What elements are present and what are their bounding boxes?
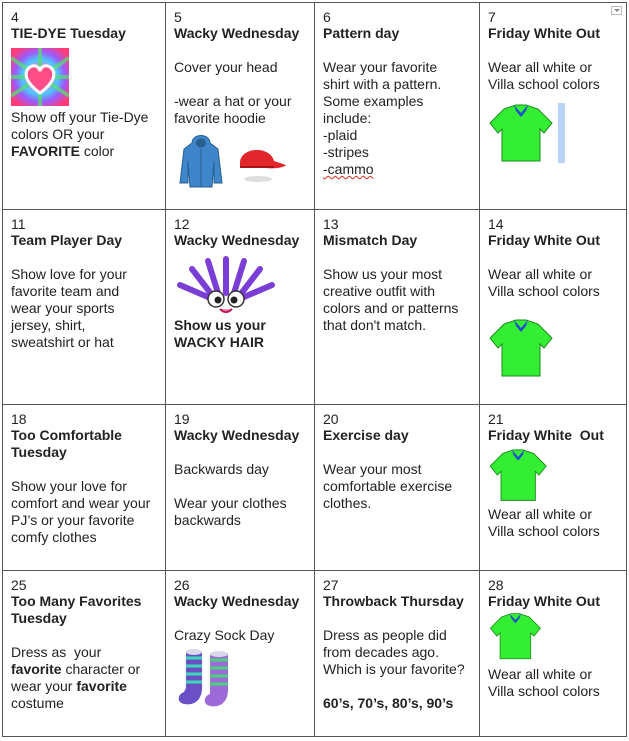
day-number: 13 xyxy=(323,216,339,232)
day-title: Throwback Thursday xyxy=(323,593,464,609)
description-line: Show us your most xyxy=(323,266,443,282)
day-number: 18 xyxy=(11,411,27,427)
description-line: from decades ago. xyxy=(323,644,439,660)
week-row-1 xyxy=(3,3,627,210)
description-line: shirt with a pattern. xyxy=(323,76,442,92)
description-line xyxy=(11,678,157,695)
emphasis-text: favorite xyxy=(76,678,127,694)
day-cell-20[interactable] xyxy=(315,405,480,571)
day-title: TIE-DYE Tuesday xyxy=(11,25,126,41)
green-polo-shirt-icon xyxy=(488,101,618,165)
day-cell-14[interactable] xyxy=(480,210,627,405)
description-line: favorite team and xyxy=(11,283,120,299)
decades-line: 60’s, 70’s, 80’s, 90’s xyxy=(323,695,454,711)
description-line: Show off your Tie-Dye xyxy=(11,109,149,125)
description-line: -stripes xyxy=(323,144,369,160)
day-number: 27 xyxy=(323,577,339,593)
day-title: Friday White Out xyxy=(488,593,600,609)
day-number: 25 xyxy=(11,577,27,593)
description-line: Wear all white or xyxy=(488,59,593,75)
description-line: comfortable exercise xyxy=(323,478,453,494)
description-line: comfy clothes xyxy=(11,529,97,545)
description-line: -plaid xyxy=(323,127,358,143)
day-cell-18[interactable] xyxy=(3,405,166,571)
day-title: Friday White Out xyxy=(488,25,600,41)
description-line: Villa school colors xyxy=(488,283,600,299)
description-line: Wear all white or xyxy=(488,666,593,682)
green-polo-shirt-icon xyxy=(488,318,618,380)
day-number: 28 xyxy=(488,577,504,593)
description-line xyxy=(11,661,157,678)
day-cell-27[interactable] xyxy=(315,571,480,737)
description-text: character or xyxy=(61,661,141,677)
day-number: 7 xyxy=(488,9,496,25)
week-row-3 xyxy=(3,405,627,571)
description-line: favorite hoodie xyxy=(174,110,266,126)
day-number: 26 xyxy=(174,577,190,593)
description-line: clothes. xyxy=(323,495,372,511)
description-line: colors and or patterns xyxy=(323,300,459,316)
day-number: 21 xyxy=(488,411,504,427)
description-line: Wear your favorite xyxy=(323,59,438,75)
description-line: sweatshirt or hat xyxy=(11,334,114,350)
description-line: that don't match. xyxy=(323,317,427,333)
highlight-line: WACKY HAIR xyxy=(174,334,264,350)
description-line: jersey, shirt, xyxy=(11,317,86,333)
day-title: Wacky Wednesday xyxy=(174,232,300,248)
description-text: wear your xyxy=(11,678,77,694)
description-line: Some examples xyxy=(323,93,424,109)
day-cell-25[interactable] xyxy=(3,571,166,737)
day-cell-6[interactable] xyxy=(315,3,480,210)
description-line: Villa school colors xyxy=(488,523,600,539)
day-title: Mismatch Day xyxy=(323,232,418,248)
description-text: color xyxy=(79,143,115,159)
day-title: Team Player Day xyxy=(11,232,123,248)
description-line: Villa school colors xyxy=(488,683,600,699)
description-line: PJ’s or your favorite xyxy=(11,512,135,528)
description-line xyxy=(11,143,157,160)
day-number: 5 xyxy=(174,9,182,25)
hoodie-and-cap-icon xyxy=(174,131,306,189)
day-title: Friday White Out xyxy=(488,427,604,443)
description-line: creative outfit with xyxy=(323,283,436,299)
day-title: Too Many Favorites xyxy=(11,593,142,609)
description-line: wear your sports xyxy=(11,300,115,316)
day-cell-26[interactable] xyxy=(166,571,315,737)
description-line: -wear a hat or your xyxy=(174,93,292,109)
description-line: Cover your head xyxy=(174,59,278,75)
description-line: Wear your most xyxy=(323,461,422,477)
description-line: comfort and wear your xyxy=(11,495,151,511)
week-row-4 xyxy=(3,571,627,737)
day-title: Tuesday xyxy=(11,444,67,460)
emphasis-text: FAVORITE xyxy=(11,143,80,159)
description-line: Villa school colors xyxy=(488,76,600,92)
day-title: Wacky Wednesday xyxy=(174,25,300,41)
day-cell-28[interactable] xyxy=(480,571,627,737)
day-number: 20 xyxy=(323,411,339,427)
day-number: 4 xyxy=(11,9,19,25)
description-line: Show love for your xyxy=(11,266,127,282)
day-cell-11[interactable] xyxy=(3,210,166,405)
green-polo-shirt-icon xyxy=(488,612,618,662)
crazy-socks-icon xyxy=(174,648,306,710)
description-line: backwards xyxy=(174,512,241,528)
description-line: -cammo xyxy=(323,161,374,177)
day-cell-7[interactable] xyxy=(480,3,627,210)
day-cell-19[interactable] xyxy=(166,405,315,571)
description-line: Show your love for xyxy=(11,478,127,494)
day-number: 14 xyxy=(488,216,504,232)
description-line: Wear your clothes xyxy=(174,495,287,511)
day-title: Friday White Out xyxy=(488,232,600,248)
description-line: include: xyxy=(323,110,372,126)
day-title: Pattern day xyxy=(323,25,400,41)
day-title: Too Comfortable xyxy=(11,427,122,443)
description-line: colors OR your xyxy=(11,126,105,142)
description-line: Wear all white or xyxy=(488,506,593,522)
description-line: costume xyxy=(11,695,64,711)
description-line: Which is your favorite? xyxy=(323,661,465,677)
tie-dye-heart-icon xyxy=(11,48,157,106)
day-cell-21[interactable] xyxy=(480,405,627,571)
description-line: Backwards day xyxy=(174,461,269,477)
day-cell-13[interactable] xyxy=(315,210,480,405)
green-polo-shirt-icon xyxy=(488,448,618,504)
day-title: Tuesday xyxy=(11,610,67,626)
cell-dropdown-icon[interactable] xyxy=(611,6,622,15)
day-title: Exercise day xyxy=(323,427,409,443)
wacky-hair-face-icon xyxy=(174,253,306,315)
day-title: Wacky Wednesday xyxy=(174,593,300,609)
description-line: Dress as your xyxy=(11,644,102,660)
highlight-line: Show us your xyxy=(174,317,266,333)
day-cell-12[interactable] xyxy=(166,210,315,405)
day-number: 6 xyxy=(323,9,331,25)
calendar-table xyxy=(2,2,627,737)
week-row-2 xyxy=(3,210,627,405)
description-line: Crazy Sock Day xyxy=(174,627,275,643)
description-line: Dress as people did xyxy=(323,627,447,643)
day-number: 19 xyxy=(174,411,190,427)
day-cell-5[interactable] xyxy=(166,3,315,210)
day-number: 12 xyxy=(174,216,190,232)
description-line: Wear all white or xyxy=(488,266,593,282)
day-number: 11 xyxy=(11,216,26,232)
day-title: Wacky Wednesday xyxy=(174,427,300,443)
emphasis-text: favorite xyxy=(11,661,62,677)
day-cell-4[interactable] xyxy=(3,3,166,210)
